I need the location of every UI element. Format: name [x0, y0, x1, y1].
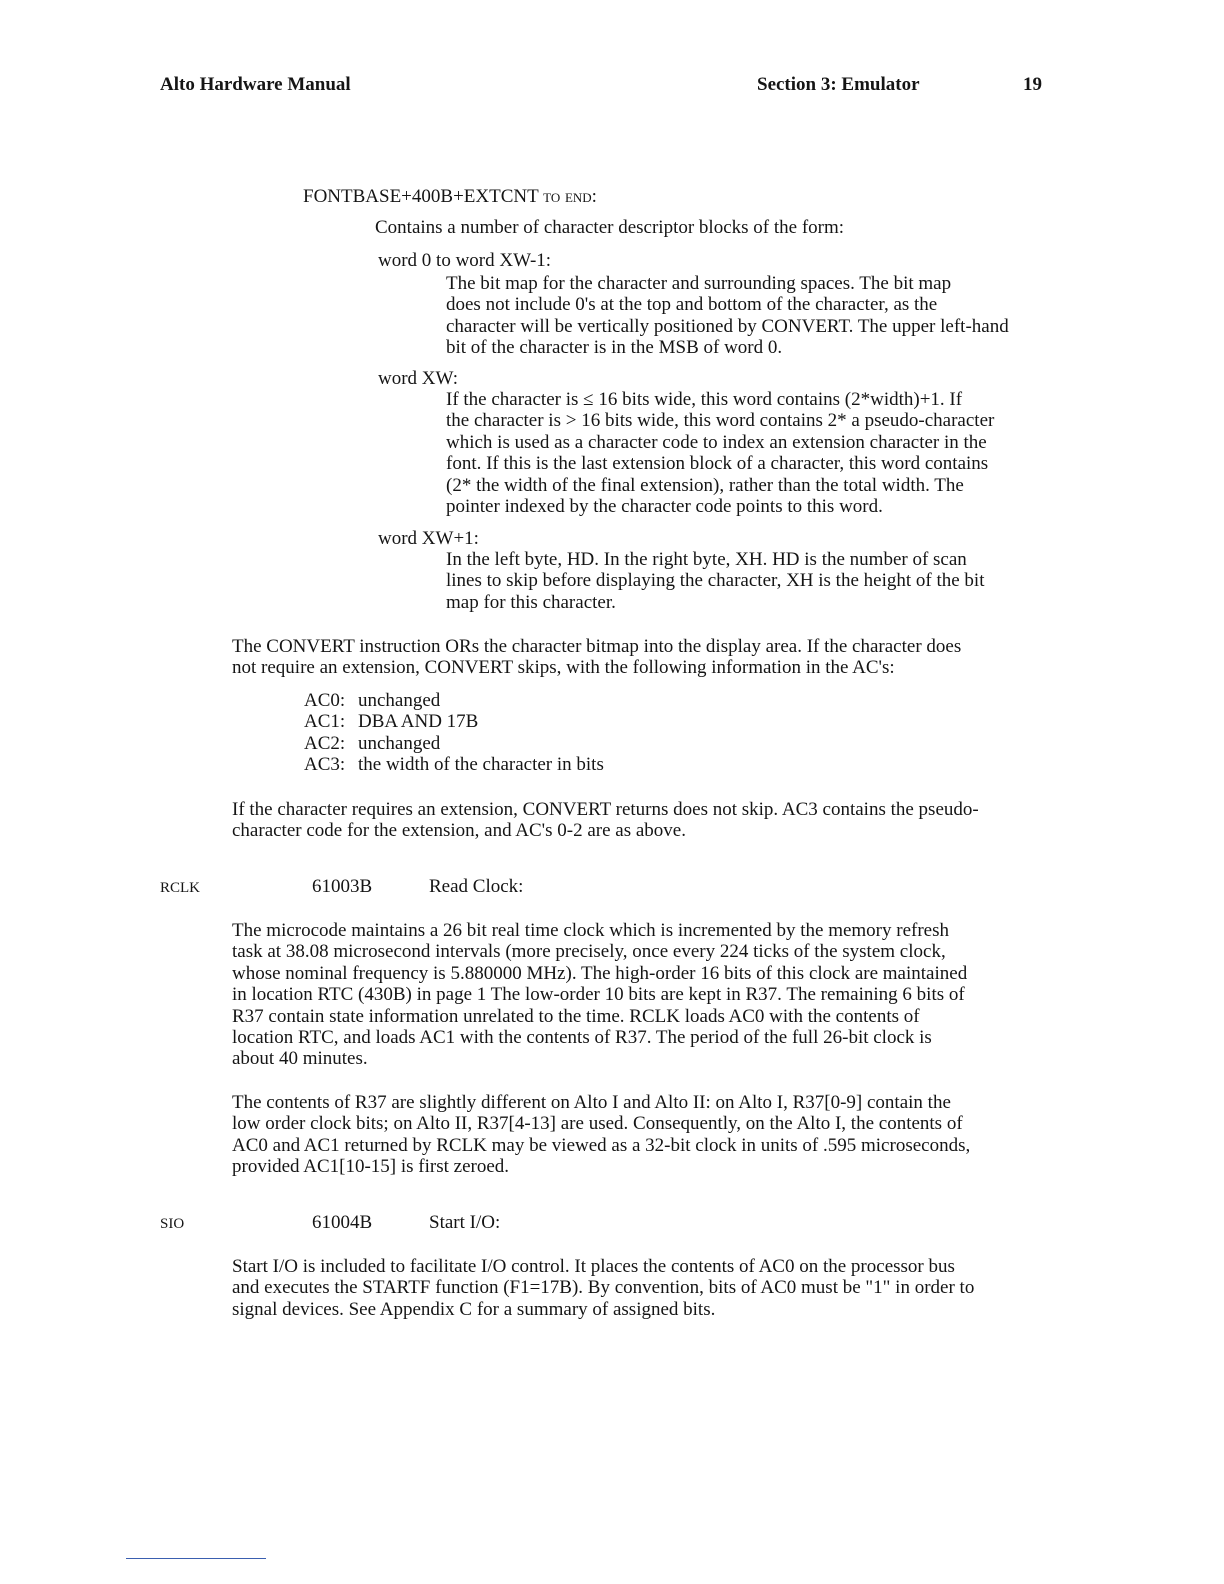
text-line: not require an extension, CONVERT skips, with the following information in the AC's:: [232, 657, 895, 679]
text-line: font. If this is the last extension block of a character, this word contains: [446, 453, 989, 475]
text-line: The CONVERT instruction ORs the character bitmap into the display area. If the character does: [232, 636, 962, 657]
text-line: The contents of R37 are slightly different on Alto I and Alto II: on Alto I, R37[0-9] contain the: [232, 1092, 951, 1113]
text-line: whose nominal frequency is 5.880000 MHz). The high-order 16 bits of this clock are maintained: [232, 962, 968, 984]
ac-row: [304, 690, 604, 711]
sio-name: Start I/O:: [429, 1212, 501, 1233]
font-block-intro: Contains a number of character descriptor blocks of the form:: [375, 217, 845, 238]
text-line: character will be vertically positioned by CONVERT. The upper left-hand: [446, 315, 1009, 337]
ac-register: AC1:: [304, 711, 346, 733]
text-line: bit of the character is in the MSB of word 0.: [446, 337, 783, 359]
convert-extension-paragraph: [232, 799, 1095, 842]
section-title: Section 3: Emulator: [757, 74, 920, 95]
rclk-alto-paragraph: [232, 1092, 1095, 1178]
text-line: location RTC, and loads AC1 with the contents of R37. The period of the full 26-bit clock is: [232, 1027, 932, 1049]
text-line: about 40 minutes.: [232, 1048, 368, 1070]
ac-value: unchanged: [358, 732, 441, 754]
ac-value: the width of the character in bits: [358, 754, 604, 776]
font-block-heading: FONTBASE+400B+EXTCNT to end:: [303, 186, 597, 207]
text-line: If the character is ≤ 16 bits wide, this word contains (2*width)+1. If: [446, 389, 963, 410]
text-line: low order clock bits; on Alto II, R37[4-13] are used. Consequently, on the Alto I, the contents of: [232, 1113, 963, 1135]
text-line: map for this character.: [446, 591, 616, 613]
entry-description: [446, 273, 1094, 359]
sio-mnemonic: SIO: [160, 1216, 185, 1232]
ac-register-list: [304, 690, 604, 776]
text-line: lines to skip before displaying the character, XH is the height of the bit: [446, 570, 985, 592]
rclk-paragraph: [232, 920, 1095, 1070]
page-number: 19: [1023, 74, 1042, 95]
ac-register: AC3:: [304, 754, 346, 776]
text-line: which is used as a character code to index an extension character in the: [446, 431, 987, 453]
ac-register: AC0:: [304, 690, 346, 711]
convert-paragraph: [232, 636, 1095, 679]
entry-description: [446, 549, 1094, 613]
rclk-mnemonic: RCLK: [160, 880, 201, 896]
text-line: character code for the extension, and AC's 0-2 are as above.: [232, 820, 686, 842]
text-line: In the left byte, HD. In the right byte, XH. HD is the number of scan: [446, 549, 967, 570]
rclk-name: Read Clock:: [429, 876, 524, 897]
footnote-rule: [126, 1558, 266, 1559]
text-line: The bit map for the character and surrounding spaces. The bit map: [446, 273, 952, 294]
text-line: The microcode maintains a 26 bit real time clock which is incremented by the memory refresh: [232, 920, 949, 941]
text-line: task at 38.08 microsecond intervals (more precisely, once every 224 ticks of the system clock,: [232, 941, 946, 963]
ac-row: [304, 733, 604, 754]
sio-paragraph: [232, 1256, 1095, 1320]
running-title: Alto Hardware Manual: [160, 74, 351, 95]
text-line: AC0 and AC1 returned by RCLK may be viewed as a 32-bit clock in units of .595 microseconds,: [232, 1134, 971, 1156]
ac-value: DBA AND 17B: [358, 711, 479, 733]
entry-label: word XW:: [378, 368, 459, 389]
entry-label: word 0 to word XW-1:: [378, 250, 552, 271]
text-line: does not include 0's at the top and bottom of the character, as the: [446, 294, 938, 316]
text-line: R37 contain state information unrelated to the time. RCLK loads AC0 with the contents of: [232, 1005, 920, 1027]
entry-description: [446, 389, 1094, 517]
ac-register: AC2:: [304, 732, 346, 754]
sio-opcode: 61004B: [312, 1212, 373, 1233]
rclk-opcode: 61003B: [312, 876, 373, 897]
text-line: Start I/O is included to facilitate I/O control. It places the contents of AC0 on the processor bus: [232, 1256, 955, 1277]
text-line: and executes the STARTF function (F1=17B). By convention, bits of AC0 must be "1" in order to: [232, 1277, 975, 1299]
ac-value: unchanged: [358, 690, 441, 711]
text-line: the character is > 16 bits wide, this word contains 2* a pseudo-character: [446, 410, 995, 432]
text-line: in location RTC (430B) in page 1 The low-order 10 bits are kept in R37. The remaining 6 bits of: [232, 984, 965, 1006]
ac-row: [304, 754, 604, 775]
text-line: pointer indexed by the character code points to this word.: [446, 496, 883, 518]
entry-label: word XW+1:: [378, 528, 479, 549]
text-line: signal devices. See Appendix C for a summary of assigned bits.: [232, 1298, 716, 1320]
text-line: provided AC1[10-15] is first zeroed.: [232, 1156, 510, 1178]
text-line: If the character requires an extension, CONVERT returns does not skip. AC3 contains the pseudo-: [232, 799, 979, 820]
text-line: (2* the width of the final extension), rather than the total width. The: [446, 474, 964, 496]
ac-row: [304, 711, 604, 732]
